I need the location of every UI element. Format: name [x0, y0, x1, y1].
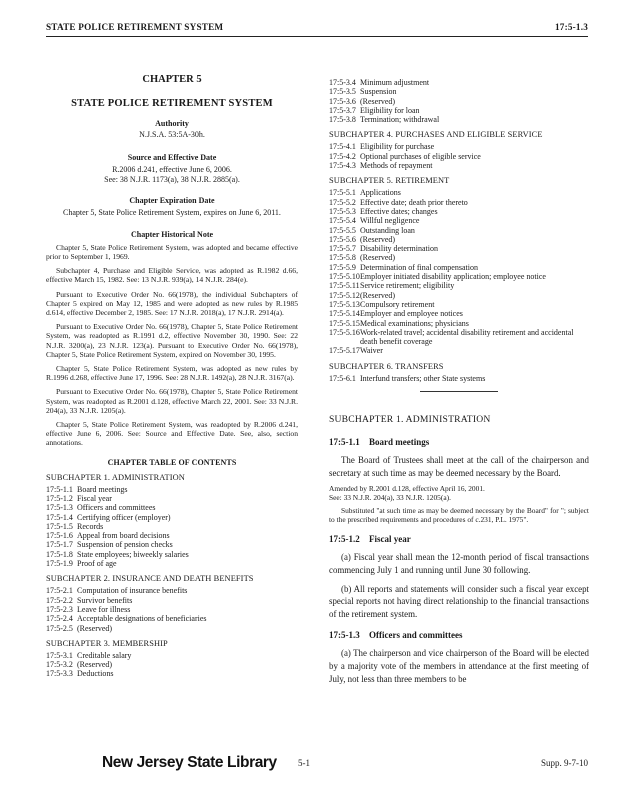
toc-item: 17:5-5.16 Work-related travel; accidental disability retirement and accidental death benefit coverage — [329, 327, 574, 347]
toc-item: 17:5-1.7 Suspension of pension checks — [46, 540, 173, 550]
supplement-date: Supp. 9-7-10 — [541, 758, 588, 768]
toc-item: 17:5-2.2 Survivor benefits — [46, 595, 133, 605]
amendment-detail: Substituted "at such time as may be deemed necessary by the Board" for "; subject to the prescribed requirements and procedures of c.231, P.L. 1975". — [329, 505, 589, 524]
history-paragraph: Pursuant to Executive Order No. 66(1978), Chapter 5, State Police Retirement System, was readopted as R.1991 d.2, effective November 30, 1990. See: 22 N.J.R. 3200(a), 23 N.J.R. 123(a). Pursuant to Executive Order No. 66(1978), Chapter 5, State Police Retirement System, expired on November 30, 1995. — [46, 322, 298, 359]
toc-subchapter-2: SUBCHAPTER 2. INSURANCE AND DEATH BENEFITS — [46, 574, 254, 584]
toc-item: 17:5-4.3 Methods of repayment — [329, 161, 433, 171]
toc-item: 17:5-1.5 Records — [46, 521, 104, 531]
section-heading-1-2: 17:5-1.2 Fiscal year — [329, 534, 411, 545]
library-stamp: New Jersey State Library — [102, 754, 277, 771]
toc-subchapter-4: SUBCHAPTER 4. PURCHASES AND ELIGIBLE SERVICE — [329, 130, 543, 140]
right-column — [329, 78, 589, 691]
chapter-title: STATE POLICE RETIREMENT SYSTEM — [71, 98, 273, 109]
section-heading-1-1: 17:5-1.1 Board meetings — [329, 437, 430, 448]
toc-item: 17:5-5.13 Compulsory retirement — [329, 299, 435, 309]
toc-item: 17:5-5.15 Medical examinations; physicians — [329, 318, 469, 328]
toc-item: 17:5-3.1 Creditable salary — [46, 650, 132, 660]
historical-note-heading: Chapter Historical Note — [130, 229, 214, 239]
source-heading: Source and Effective Date — [127, 153, 217, 162]
body-subchapter-heading: SUBCHAPTER 1. ADMINISTRATION — [329, 414, 491, 426]
toc-item: 17:5-5.4 Willful negligence — [329, 216, 420, 226]
toc-list-sub3-continued — [329, 78, 589, 124]
toc-item: 17:5-3.5 Suspension — [329, 87, 397, 97]
page-footer — [46, 754, 588, 776]
toc-heading: CHAPTER TABLE OF CONTENTS — [107, 457, 237, 467]
history-paragraph: Pursuant to Executive Order No. 66(1978), the individual Subchapters of Chapter 5 expired on May 12, 1985 and were adopted as new rules by R.1985 d.614, effective December 2, 1985. See: 17 N.J.R. 2018(a), 17 N.J.R. 2914(a). — [46, 289, 298, 317]
toc-list-sub6 — [329, 374, 589, 383]
toc-item: 17:5-6.1 Interfund transfers; other State systems — [329, 373, 486, 383]
history-paragraph: Chapter 5, State Police Retirement System, was adopted as new rules by R.1996 d.268, effective June 17, 1996. See: 28 N.J.R. 1492(a), 28 N.J.R. 3167(a). — [46, 364, 298, 383]
toc-item: 17:5-1.2 Fiscal year — [46, 493, 112, 503]
section-text: The Board of Trustees shall meet at the call of the chairperson and secretary at such time as may be deemed necessary by the Board. — [329, 455, 589, 478]
toc-item: 17:5-1.6 Appeal from board decisions — [46, 531, 170, 541]
section-text: (a) The chairperson and vice chairperson of the Board will be elected by a majority vote of the members in attendance at the first meeting of July, not less than three members to be — [329, 648, 589, 684]
toc-item: 17:5-5.1 Applications — [329, 188, 401, 198]
expiration-text: Chapter 5, State Police Retirement System, expires on June 6, 2011. — [63, 208, 281, 218]
toc-item: 17:5-2.1 Computation of insurance benefits — [46, 586, 188, 596]
toc-item: 17:5-5.5 Outstanding loan — [329, 225, 415, 235]
expiration-heading: Chapter Expiration Date — [129, 196, 215, 206]
toc-item: 17:5-2.4 Acceptable designations of beneficiaries — [46, 614, 207, 624]
history-paragraph: Subchapter 4, Purchase and Eligible Service, was adopted as R.1982 d.66, effective March 15, 1982. See: 13 N.J.R. 939(a), 14 N.J.R. 284(e). — [46, 266, 298, 285]
toc-item: 17:5-2.5 (Reserved) — [46, 623, 113, 633]
toc-item: 17:5-3.3 Deductions — [46, 669, 114, 679]
toc-list-sub3 — [46, 651, 298, 679]
toc-subchapter-3: SUBCHAPTER 3. MEMBERSHIP — [46, 638, 168, 648]
toc-list-sub4 — [329, 142, 589, 170]
amendment-note: Amended by R.2001 d.128, effective April 16, 2001. See: 33 N.J.R. 204(a), 33 N.J.R. 1205(a). — [329, 484, 485, 502]
toc-item: 17:5-5.11 Service retirement; eligibility — [329, 281, 455, 291]
toc-item: 17:5-5.8 (Reserved) — [329, 253, 396, 263]
page-number: 5-1 — [298, 758, 310, 768]
left-column — [46, 66, 298, 679]
toc-item: 17:5-5.2 Effective date; death prior thereto — [329, 197, 468, 207]
toc-item: 17:5-2.3 Leave for illness — [46, 604, 131, 614]
section-divider — [420, 391, 498, 392]
toc-item: 17:5-4.2 Optional purchases of eligible service — [329, 151, 481, 161]
authority-heading: Authority — [155, 119, 189, 128]
header-section: 17:5-1.3 — [555, 22, 588, 32]
history-paragraph: Pursuant to Executive Order No. 66(1978), Chapter 5, State Police Retirement System, was readopted as R.2001 d.128, effective March 22, 2001. See: 33 N.J.R. 204(a), 33 N.J.R. 1205(a). — [46, 387, 298, 415]
toc-subchapter-1: SUBCHAPTER 1. ADMINISTRATION — [46, 472, 185, 482]
chapter-number: CHAPTER 5 — [142, 74, 202, 85]
toc-list-sub5 — [329, 188, 589, 355]
section-text: (b) All reports and statements will consider such a fiscal year except special reports not having direct relationship to the financial transactions of the retirement system. — [329, 583, 589, 619]
section-heading-1-3: 17:5-1.3 Officers and committees — [329, 630, 463, 641]
running-header — [46, 22, 588, 37]
source-line-2: See: 38 N.J.R. 1173(a), 38 N.J.R. 2885(a). — [104, 174, 240, 184]
toc-item: 17:5-1.3 Officers and committees — [46, 503, 156, 513]
source-line-1: R.2006 d.241, effective June 6, 2006. — [112, 165, 232, 174]
toc-item: 17:5-3.8 Termination; withdrawal — [329, 115, 440, 125]
toc-item: 17:5-1.1 Board meetings — [46, 484, 128, 494]
toc-item: 17:5-4.1 Eligibility for purchase — [329, 142, 435, 152]
authority-text: N.J.S.A. 53:5A-30h. — [139, 130, 205, 139]
toc-item: 17:5-5.12 (Reserved) — [329, 290, 396, 300]
toc-item: 17:5-5.9 Determination of final compensation — [329, 262, 478, 272]
toc-item: 17:5-1.8 State employees; biweekly salaries — [46, 549, 189, 559]
toc-subchapter-6: SUBCHAPTER 6. TRANSFERS — [329, 361, 444, 371]
toc-item: 17:5-1.9 Proof of age — [46, 559, 117, 569]
history-paragraph: Chapter 5, State Police Retirement System, was adopted and became effective prior to September 1, 1969. — [46, 242, 298, 261]
toc-subchapter-5: SUBCHAPTER 5. RETIREMENT — [329, 176, 450, 186]
header-title: STATE POLICE RETIREMENT SYSTEM — [46, 22, 224, 32]
toc-item: 17:5-5.14 Employer and employee notices — [329, 309, 463, 319]
toc-item: 17:5-5.7 Disability determination — [329, 244, 438, 254]
toc-item: 17:5-3.7 Eligibility for loan — [329, 105, 420, 115]
section-text: (a) Fiscal year shall mean the 12-month period of fiscal transactions commencing July 1 and running until June 30 following. — [329, 552, 589, 575]
toc-item: 17:5-3.4 Minimum adjustment — [329, 78, 430, 87]
toc-item: 17:5-5.6 (Reserved) — [329, 234, 396, 244]
toc-item: 17:5-5.3 Effective dates; changes — [329, 206, 438, 216]
toc-item: 17:5-1.4 Certifying officer (employer) — [46, 512, 171, 522]
toc-item: 17:5-3.6 (Reserved) — [329, 96, 396, 106]
toc-item: 17:5-3.2 (Reserved) — [46, 660, 113, 670]
toc-list-sub1 — [46, 485, 298, 569]
history-paragraph: Chapter 5, State Police Retirement System, was readopted by R.2006 d.241, effective June 6, 2006. See: Source and Effective Date. See, also, section annotations. — [46, 420, 298, 448]
toc-item: 17:5-5.17 Waiver — [329, 346, 383, 356]
toc-list-sub2 — [46, 586, 298, 632]
toc-item: 17:5-5.10 Employer initiated disability application; employee notice — [329, 272, 546, 282]
